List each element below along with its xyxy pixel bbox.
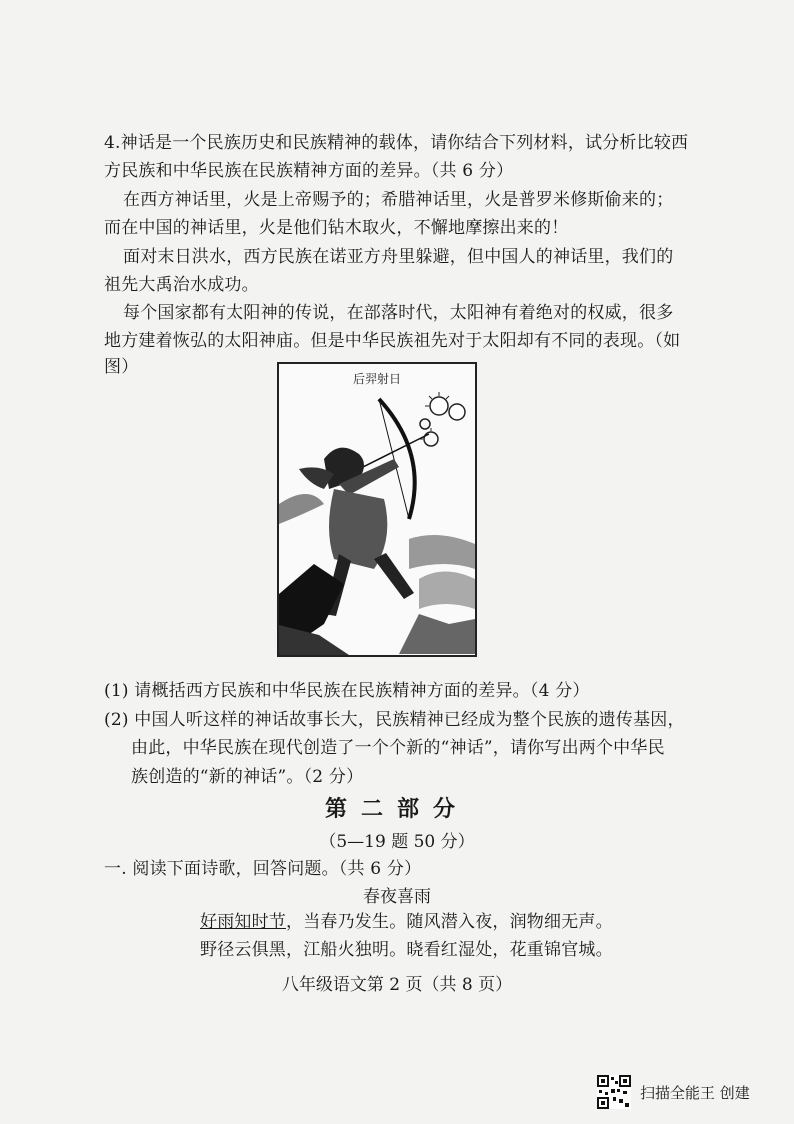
poem-line-1-underlined: 好雨知时节 <box>200 912 286 932</box>
poem-line-1-rest: ，当春乃发生。随风潜入夜，润物细无声。 <box>286 912 613 932</box>
archer-drawing <box>279 364 475 655</box>
material-3-line-3: 图） <box>104 357 139 377</box>
material-3-line-1: 每个国家都有太阳神的传说，在部落时代，太阳神有着绝对的权威，很多 <box>123 303 674 323</box>
poem-line-1 <box>200 907 613 932</box>
material-1-line-2: 而在中国的神话里，火是他们钻木取火，不懈地摩擦出来的！ <box>104 218 569 238</box>
page-footer: 八年级语文第 2 页（共 8 页） <box>281 975 513 995</box>
material-3-line-2: 地方建着恢弘的太阳神庙。但是中华民族祖先对于太阳却有不同的表现。（如 <box>104 331 681 351</box>
sub-question-2-line-1: (2) 中国人听这样的神话故事长大，民族精神已经成为整个民族的遗传基因， <box>104 710 685 730</box>
houyi-illustration <box>277 362 477 657</box>
question-4-line-1: 4.神话是一个民族历史和民族精神的载体，请你结合下列材料，试分析比较西 <box>104 133 689 153</box>
poem-line-2: 野径云俱黑，江船火独明。晓看红湿处，花重锦官城。 <box>200 940 613 960</box>
sub-question-2-line-3: 族创造的“新的神话”。（2 分） <box>131 767 364 787</box>
question-4-line-2: 方民族和中华民族在民族精神方面的差异。（共 6 分） <box>104 161 514 181</box>
sub-question-1: (1) 请概括西方民族和中华民族在民族精神方面的差异。（4 分） <box>104 681 590 701</box>
section-1-instruction: 一. 阅读下面诗歌，回答问题。（共 6 分） <box>104 859 422 879</box>
material-2-line-2: 祖先大禹治水成功。 <box>104 275 259 295</box>
illustration-title: 后羿射日 <box>352 372 401 386</box>
scanner-label: 扫描全能王 创建 <box>640 1084 750 1102</box>
poem-title: 春夜喜雨 <box>363 887 431 907</box>
sub-question-2-line-2: 由此，中华民族在现代创造了一个个新的“神话”，请你写出两个中华民 <box>131 738 665 758</box>
part-2-title: 第二部分 <box>324 796 469 822</box>
qr-code-icon <box>597 1075 631 1109</box>
part-2-range: （5—19 题 50 分） <box>319 832 475 852</box>
material-1-line-1: 在西方神话里，火是上帝赐予的；希腊神话里，火是普罗米修斯偷来的； <box>123 190 674 210</box>
material-2-line-1: 面对末日洪水，西方民族在诺亚方舟里躲避，但中国人的神话里，我们的 <box>123 247 674 267</box>
